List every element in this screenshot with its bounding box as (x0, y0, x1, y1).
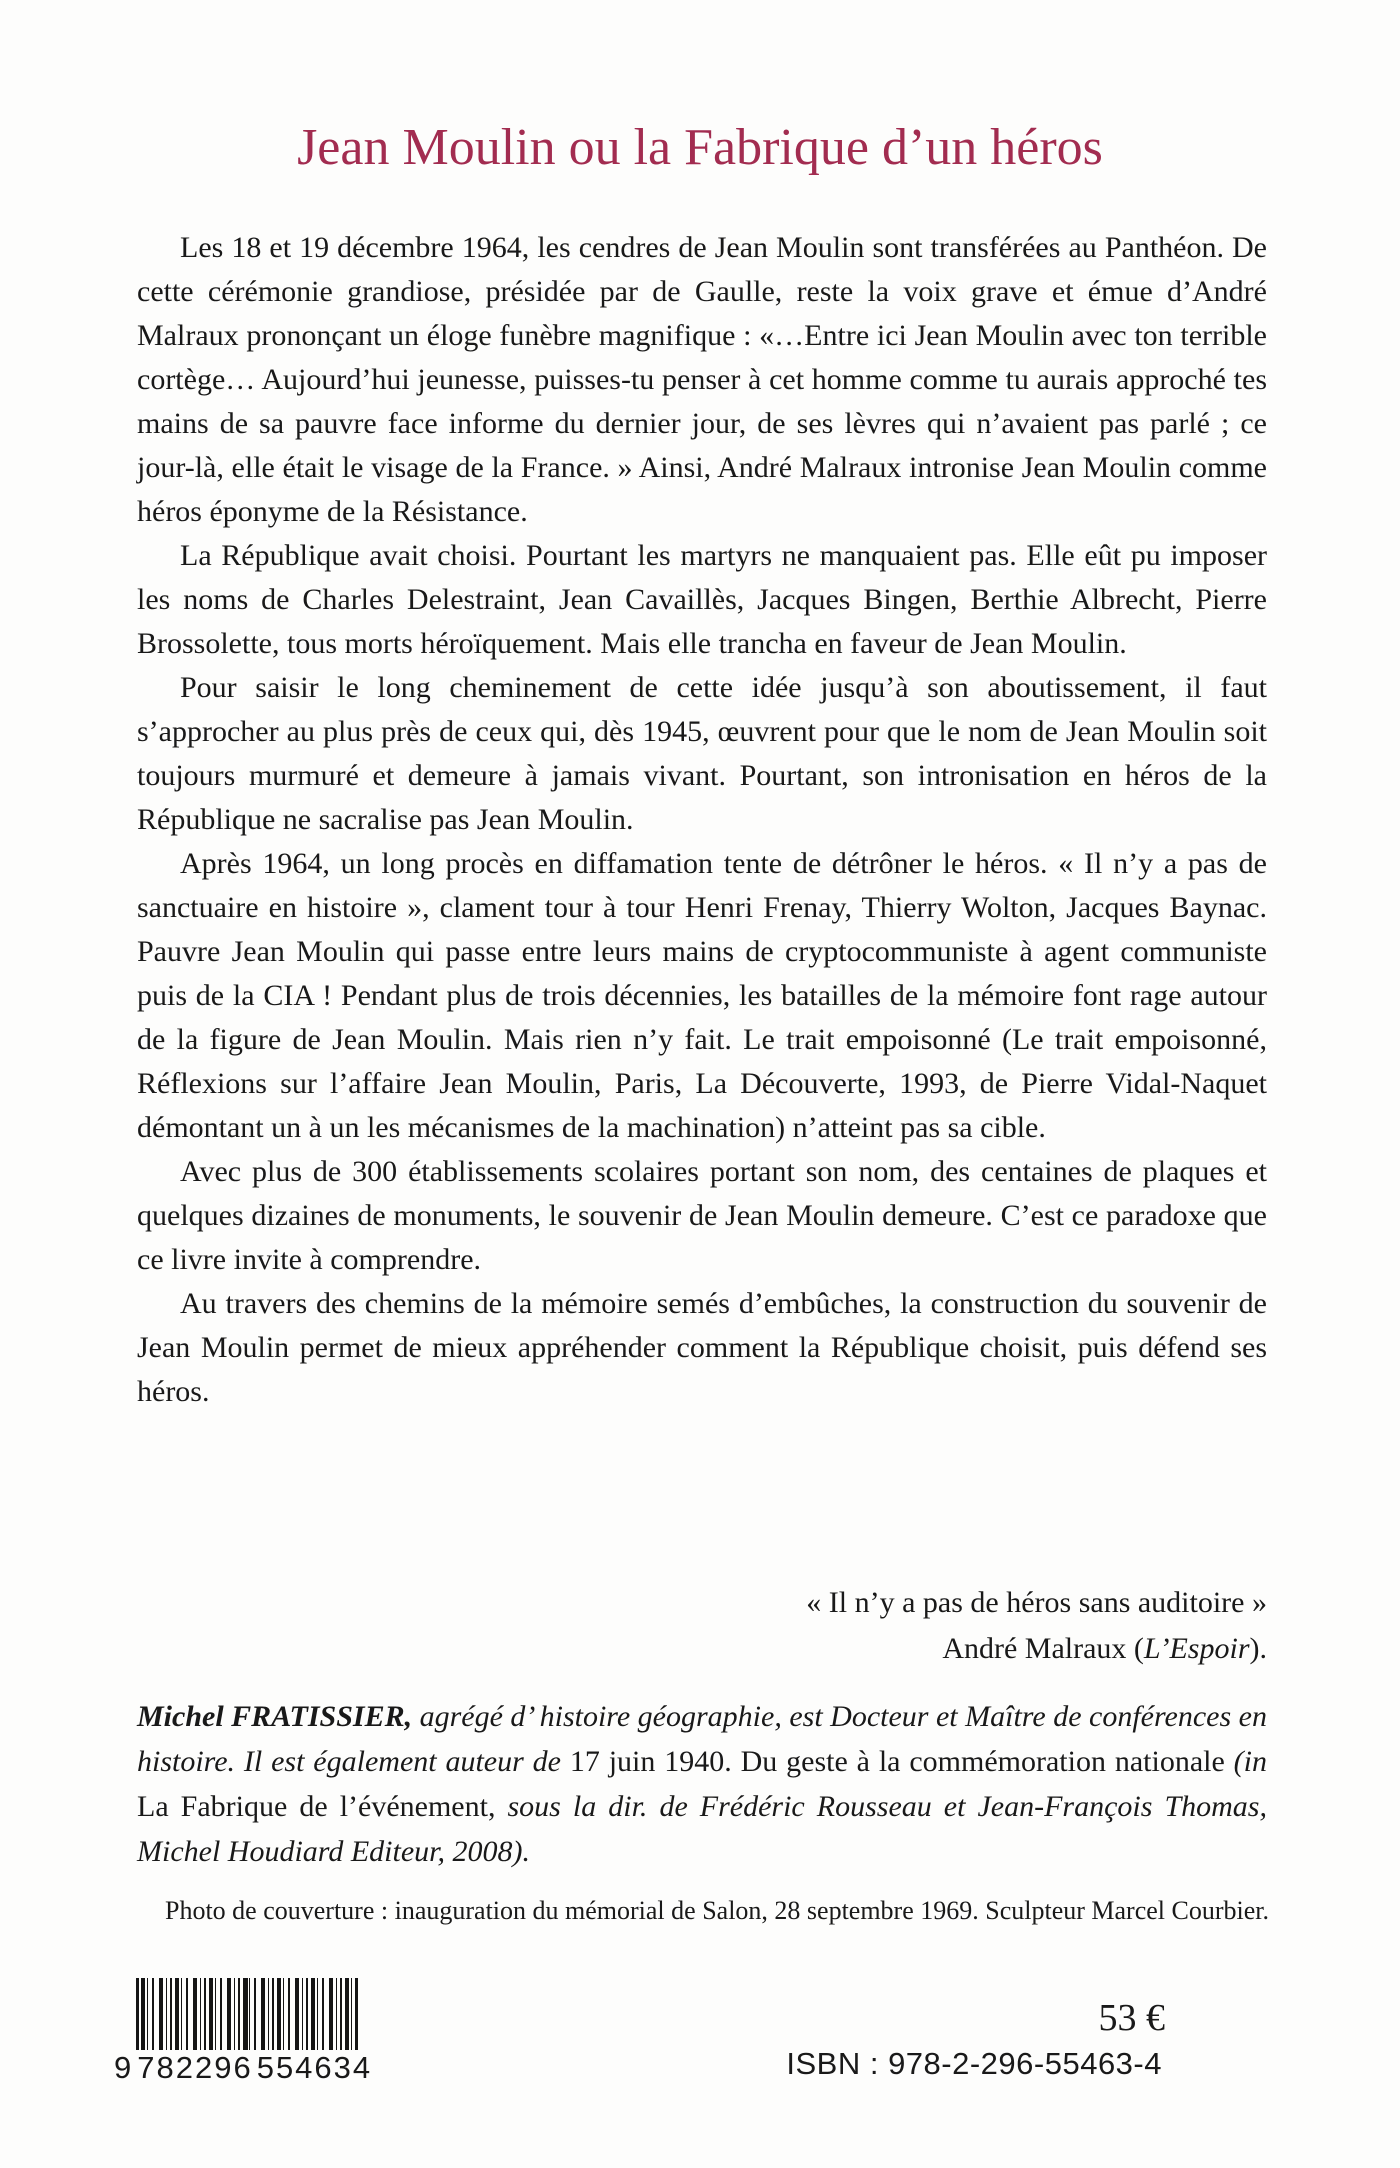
barcode-number (112, 2050, 373, 2086)
synopsis-paragraph: Au travers des chemins de la mémoire semés d’embûches, la construction du souvenir de Jean Moulin permet de mieux appréhender comment la République choisit, puis défend ses héros. (137, 1287, 1267, 1408)
author-bio-work-title: La Fabrique de l’événement, (137, 1790, 508, 1823)
author-bio-work-title: 17 juin 1940. Du geste à la commémoration nationale (569, 1745, 1234, 1778)
synopsis-text-block (137, 226, 1267, 1414)
cover-photo-credit: Photo de couverture : inauguration du mémorial de Salon, 28 septembre 1969. Sculpteur Marcel Courbier. (165, 1896, 1270, 1925)
author-biography (137, 1694, 1267, 1874)
synopsis-paragraph: Avec plus de 300 établissements scolaires portant son nom, des centaines de plaques et quelques dizaines de monuments, le souvenir de Jean Moulin demeure. C’est ce paradoxe que ce livre invite à comprendre. (137, 1155, 1267, 1276)
barcode-digit-lead: 9 (114, 2050, 134, 2085)
epigraph-attribution (137, 1626, 1267, 1672)
price: 53 € (1098, 1997, 1165, 2039)
epigraph-attribution-prefix: André Malraux ( (942, 1632, 1144, 1665)
synopsis-paragraph: La République avait choisi. Pourtant les martyrs ne manquaient pas. Elle eût pu imposer les noms de Charles Delestraint, Jean Cavaillès, Jacques Bingen, Berthie Albrecht, Pierre Brossolette, tous morts héroïquement. Mais elle trancha en faveur de Jean Moulin. (137, 539, 1267, 660)
author-bio-italic: (in (1233, 1745, 1267, 1778)
author-bio-italic: sous la dir. de Frédéric Rousseau et Jean-François Thomas, Michel Houdiard Editeur, 2008). (137, 1790, 1267, 1868)
isbn: ISBN : 978-2-296-55463-4 (786, 2046, 1162, 2081)
synopsis-paragraph: Après 1964, un long procès en diffamation tente de détrôner le héros. « Il n’y a pas de sanctuaire en histoire », clament tour à tour Henri Frenay, Thierry Wolton, Jacques Baynac. Pauvre Jean Moulin qui passe entre leurs mains de cryptocommuniste à agent communiste puis de la CIA ! Pendant plus de trois décennies, les batailles de la mémoire font rage autour de la figure de Jean Moulin. Mais rien n’y fait. Le trait empoisonné (Le trait empoisonné, Réflexions sur l’affaire Jean Moulin, Paris, La Découverte, 1993, de Pierre Vidal-Naquet démontant un à un les mécanismes de la machination) n’atteint pas sa cible. (137, 847, 1267, 1144)
author-name: Michel FRATISSIER, (137, 1700, 413, 1733)
book-title: Jean Moulin ou la Fabrique d’un héros (297, 119, 1103, 176)
synopsis-paragraph: Pour saisir le long cheminement de cette idée jusqu’à son aboutissement, il faut s’approcher au plus près de ceux qui, dès 1945, œuvrent pour que le nom de Jean Moulin soit toujours murmuré et demeure à jamais vivant. Pourtant, son intronisation en héros de la République ne sacralise pas Jean Moulin. (137, 671, 1267, 836)
epigraph-quote (137, 1580, 1267, 1672)
epigraph-quote-line: « Il n’y a pas de héros sans auditoire » (806, 1586, 1267, 1619)
author-bio-italic: agrégé d’ histoire géographie, est Docteur et Maître de conférences en histoire. Il est également auteur de (137, 1700, 1267, 1778)
barcode-group-left: 782296 (137, 2050, 253, 2085)
synopsis-paragraph: Les 18 et 19 décembre 1964, les cendres de Jean Moulin sont transférées au Panthéon. De cette cérémonie grandiose, présidée par de Gaulle, reste la voix grave et émue d’André Malraux prononçant un éloge funèbre magnifique : «…Entre ici Jean Moulin avec ton terrible cortège… Aujourd’hui jeunesse, puisses-tu penser à cet homme comme tu aurais approché tes mains de sa pauvre face informe du dernier jour, de ses lèvres qui n’avaient pas parlé ; ce jour-là, elle était le visage de la France. » Ainsi, André Malraux intronise Jean Moulin comme héros éponyme de la Résistance. (137, 231, 1267, 528)
barcode (112, 1978, 382, 2090)
epigraph-attribution-suffix: ). (1249, 1632, 1267, 1665)
barcode-group-right: 554634 (256, 2050, 373, 2085)
epigraph-work-title: L’Espoir (1143, 1632, 1250, 1665)
